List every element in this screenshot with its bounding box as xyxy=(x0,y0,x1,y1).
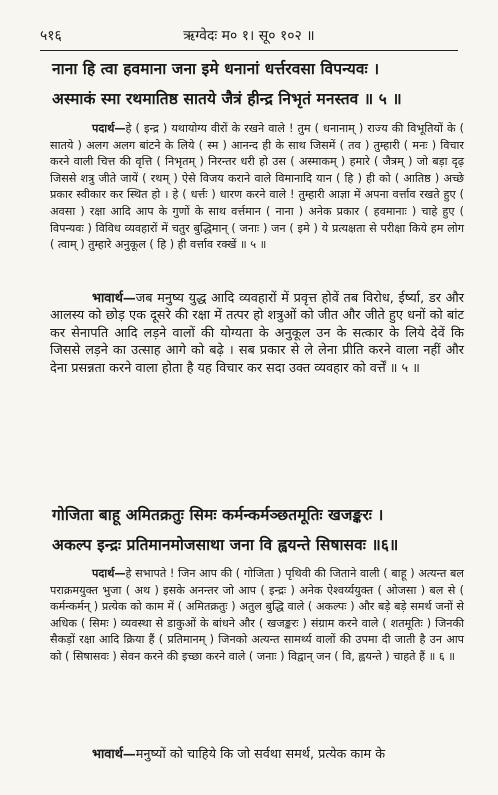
bhavartha-label: भावार्थ— xyxy=(92,747,136,762)
bhavartha-text: जब मनुष्य युद्ध आदि व्यवहारों में प्रवृत्त होवें तब विरोध, ईर्ष्या, डर और आलस्य को छोड़ एक दूसरे की रक्षा में तत्पर हो शत्रुओं को जीत और जीते हुए धनों को बांट कर सेनापति आदि लड़ने वालों की योग्यता के अनुकूल उन के सत्कार के लिये देवें कि जिससे लड़ने का उत्साह आगे को बढ़े । सब प्रकार से ले लेना प्रीति करने वाला नहीं और देना प्रसन्नता करने वाला होता है यह विचार कर सदा उक्त व्यवहार को वर्त्तें ॥ ५ ॥ xyxy=(50,291,464,376)
verse-6-line-2: अकल्प इन्द्रः प्रतिमानमोजसाथा जना वि ह्वयन्ते सिषासवः ॥६॥ xyxy=(52,536,399,554)
bhavartha-label: भावार्थ— xyxy=(92,291,136,306)
verse-5-line-1: नाना हि त्वा हवमाना जना इमे धनानां धर्त्तरवसा विपन्यवः । xyxy=(52,60,380,78)
padartha-text: हे सभापते ! जिन आप की ( गोजिता ) पृथिवी की जिताने वाली ( बाहू ) अत्यन्त बल पराक्रमयुक्त भुजा ( अथ ) इसके अनन्तर जो आप ( इन्द्रः ) अनेक ऐश्वर्य्ययुक्त ( ओजसा ) बल से ( कर्मन्कर्मन् ) प्रत्येक को काम में ( अमितक्रतुः ) अतुल बुद्धि वाले ( अकल्पः ) और बड़े बड़े समर्थ जनों से अधिक ( सिमः ) व्यवस्था से डाकुओं के बांधने और ( खजङ्करः ) संग्राम करने वाले ( शतमूतिः ) जिनकी सैकड़ों रक्षा आदि क्रिया हैं ( प्रतिमानम् ) जिनको अत्यन्त सामर्थ्य वालों की उपमा दी जाती है उन आप को ( सिषासवः ) सेवन करने की इच्छा करने वाले ( जनाः ) विद्वान् जन ( वि, ह्वयन्ते ) चाहते हैं ॥ ६ ॥ xyxy=(50,567,464,663)
page-number: ५१६ xyxy=(40,27,62,44)
header-rule xyxy=(40,50,458,51)
padartha-text: हे ( इन्द्र ) यथायोग्य वीरों के रखने वाले ! तुम ( धनानाम् ) राज्य की विभूतियों के ( सातये ) अलग अलग बांटने के लिये ( स्म ) आनन्द ही के साथ जिसमें ( तव ) तुम्हारी ( मनः ) विचार करने वाली चित्त की वृत्ति ( निभृतम् ) निरन्तर धरी हो उस ( अस्माकम् ) हमारे ( जैत्रम् ) जो बड़ा दृढ़ जिससे शत्रु जीते जायें ( रथम् ) ऐसे विजय कराने वाले विमानादि यान ( हि ) ही को ( आतिष्ठ ) अच्छे प्रकार स्वीकार कर स्थित हो । हे ( धर्त्तः ) धारण करने वाले ! तुम्हारी आज्ञा में अपना वर्त्ताव रखते हुए ( अवसा ) रक्षा आदि आप के गुणों के साथ वर्त्तमान ( नाना ) अनेक प्रकार ( हवमानाः ) चाहे हुए ( विपन्यवः ) विविध व्यवहारों में चतुर बुद्धिमान् ( जनाः ) जन ( इमे ) ये प्रत्यक्षता से परीक्षा किये हम लोग ( त्वाम् ) तुम्हारे अनुकूल ( हि ) ही वर्त्ताव रक्खें ॥ ५ ॥ xyxy=(50,122,464,252)
padartha-label: पदार्थ— xyxy=(92,122,126,135)
verse-5-line-2: अस्माकं स्मा रथमातिष्ठ सातये जैत्रं हीन्द्र निभृतं मनस्तव ॥ ५ ॥ xyxy=(52,90,402,108)
bhavartha-6 xyxy=(50,746,464,763)
bhavartha-5 xyxy=(50,290,464,377)
padartha-5 xyxy=(50,121,464,254)
running-title: ऋग्वेदः म० १। सू० १०२ ॥ xyxy=(183,27,315,44)
page-header xyxy=(40,24,458,46)
verse-6-line-1: गोजिता बाहू अमितक्रतुः सिमः कर्मन्कर्मञ्छतमूतिः खजङ्करः । xyxy=(52,506,384,524)
bhavartha-text: मनुष्यों को चाहिये कि जो सर्वथा समर्थ, प्रत्येक काम के xyxy=(135,747,386,762)
padartha-6 xyxy=(50,566,464,666)
padartha-label: पदार्थ— xyxy=(92,567,126,580)
